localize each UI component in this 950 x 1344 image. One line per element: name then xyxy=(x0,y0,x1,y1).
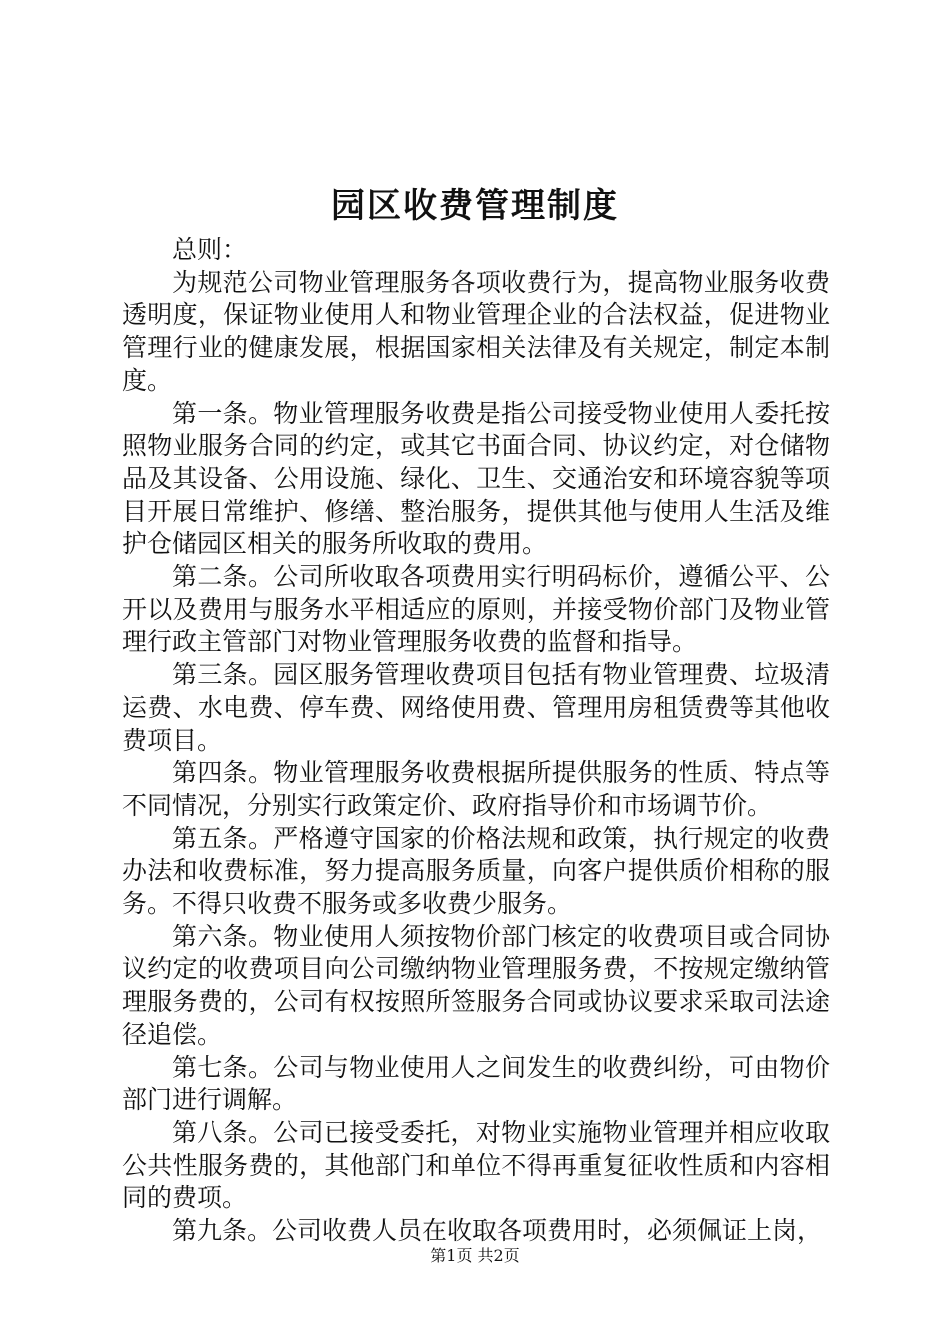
article-1: 第一条。物业管理服务收费是指公司接受物业使用人委托按照物业服务合同的约定，或其它书面合同、协议约定，对仓储物品及其设备、公用设施、绿化、卫生、交通治安和环境容貌等项目开展日常维护、修缮、整治服务，提供其他与使用人生活及维护仓储园区相关的服务所收取的费用。 xyxy=(122,398,830,559)
document-title: 园区收费管理制度 xyxy=(331,186,619,226)
article-5: 第五条。严格遵守国家的价格法规和政策，执行规定的收费办法和收费标准，努力提高服务质量，向客户提供质价相称的服务。不得只收费不服务或多收费少服务。 xyxy=(122,823,830,919)
article-4: 第四条。物业管理服务收费根据所提供服务的性质、特点等不同情况，分别实行政策定价、政府指导价和市场调节价。 xyxy=(122,758,830,820)
page-footer: 第1页 共2页 xyxy=(430,1246,520,1265)
article-6: 第六条。物业使用人须按物价部门核定的收费项目或合同协议约定的收费项目向公司缴纳物业管理服务费，不按规定缴纳管理服务费的，公司有权按照所签服务合同或协议要求采取司法途径追偿。 xyxy=(122,921,830,1049)
paragraph-preamble: 为规范公司物业管理服务各项收费行为，提高物业服务收费透明度，保证物业使用人和物业管理企业的合法权益，促进物业管理行业的健康发展，根据国家相关法律及有关规定，制定本制度。 xyxy=(122,267,830,395)
section-heading-general: 总则： xyxy=(172,235,248,264)
article-7: 第七条。公司与物业使用人之间发生的收费纠纷，可由物价部门进行调解。 xyxy=(122,1052,830,1115)
article-2: 第二条。公司所收取各项费用实行明码标价，遵循公平、公开以及费用与服务水平相适应的原则，并接受物价部门及物业管理行政主管部门对物业管理服务收费的监督和指导。 xyxy=(122,562,830,657)
article-9: 第九条。公司收费人员在收取各项费用时，必须佩证上岗， xyxy=(172,1216,823,1246)
article-8: 第八条。公司已接受委托，对物业实施物业管理并相应收取公共性服务费的，其他部门和单位不得再重复征收性质和内容相同的费项。 xyxy=(122,1117,830,1213)
document-body xyxy=(122,234,830,1248)
article-3: 第三条。园区服务管理收费项目包括有物业管理费、垃圾清运费、水电费、停车费、网络使用费、管理用房租赁费等其他收费项目。 xyxy=(122,660,830,755)
